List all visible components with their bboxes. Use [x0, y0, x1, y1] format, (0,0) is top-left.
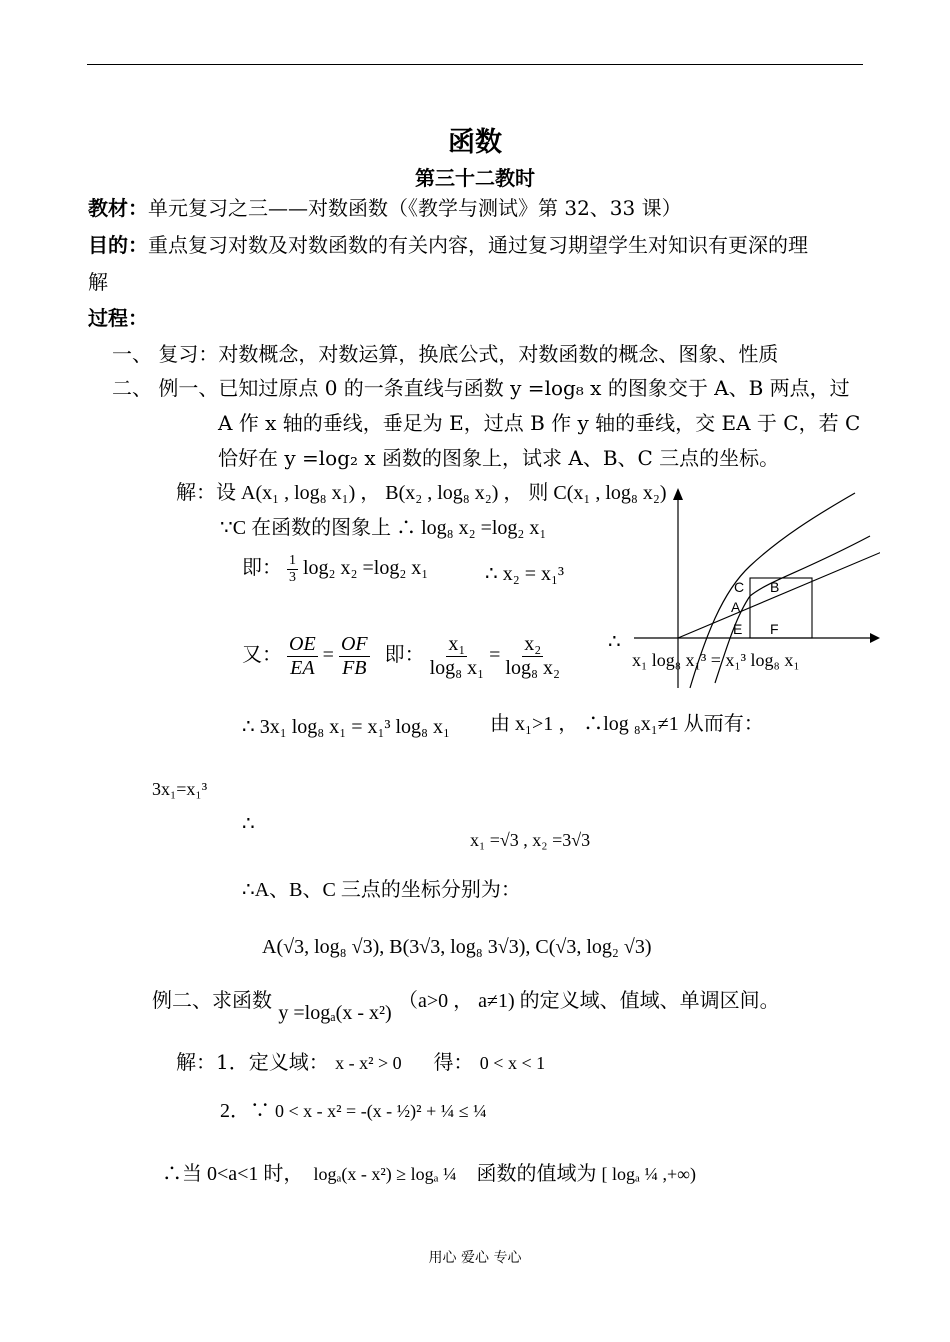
process-label-text: 过程：: [88, 306, 148, 330]
range-value: [ logₐ ¼ ,+∞): [601, 1164, 696, 1184]
example1-line1: 二、 例一、已知过原点 0 的一条直线与函数 y =log₈ x 的图象交于 A、B 两点，过: [112, 376, 850, 400]
fraction-numerator: OE: [289, 633, 316, 655]
goal-line: [88, 233, 808, 257]
solution1-step7: x₁ =√3 , x₂ =3√3: [470, 830, 591, 850]
process-label: [88, 306, 148, 330]
fraction-denominator: log₈ x₁: [429, 657, 485, 679]
range-label: 函数的值域为: [476, 1163, 597, 1185]
solution1-coordinates: A(√3, log₈ √3), B(3√3, log₈ 3√3), C(√3, log₂ √3): [262, 936, 652, 958]
fraction-numerator: x₁: [448, 633, 466, 655]
domain-inequality: x - x² > 0: [335, 1053, 402, 1073]
case-prefix: ∴当 0<a<1 时，: [162, 1163, 304, 1185]
fraction-numerator: OF: [340, 633, 368, 655]
review-line: 一、 复习：对数概念，对数运算，换底公式，对数函数的概念、图象、性质: [112, 342, 779, 366]
material-line: [88, 196, 682, 220]
step4-mid: 即：: [384, 644, 425, 667]
material-text: 单元复习之三——对数函数（《教学与测试》第 32、33 课）: [148, 196, 682, 220]
label-B: B: [770, 579, 780, 595]
solution1-condition: 由 x₁>1 ， ∴log ₈x₁≠1 从而有：: [490, 713, 764, 735]
example2-suffix: （a>0 ， a≠1) 的定义域、值域、单调区间。: [398, 990, 780, 1012]
step4-equation: x₁ log₈ x₁³ = x₁³ log₈ x₁: [632, 650, 800, 670]
example2-function: y =logₐ(x - x²): [278, 1002, 392, 1024]
goal-label: 目的：: [88, 233, 148, 257]
step3-prefix: 即：: [242, 557, 282, 580]
example2-solution3: [162, 1162, 696, 1186]
fraction-numerator: x₂: [524, 633, 542, 655]
step4-therefore: ∴: [608, 631, 621, 653]
solution1-step6: 3x₁=x₁³: [152, 779, 208, 799]
label-E: E: [733, 621, 743, 637]
label-C: C: [734, 579, 745, 595]
step2-prefix: 2．∵: [220, 1100, 270, 1122]
case-inequality: logₐ(x - x²) ≥ logₐ ¼: [313, 1164, 457, 1184]
goal-text: 重点复习对数及对数函数的有关内容，通过复习期望学生对知识有更深的理: [148, 233, 808, 257]
log-graph: [630, 488, 880, 693]
fraction-denominator: FB: [342, 657, 367, 679]
page-title: 函数: [448, 127, 502, 158]
step3-result: ∴ x₂ = x₁³: [485, 563, 564, 585]
solution1-step4: 又： $\frac{OE}{EA}$ = $\frac{OF}{FB}$ 即： $\frac{\text{x₁}}{\text{log₈ x₁}}$ = $\frac{\text{x₂}}{\text{log₈ x₂}}$: [242, 633, 560, 679]
example2-solution1: [176, 1050, 545, 1075]
solution1-step3: [242, 553, 428, 586]
example2-solution2: [220, 1099, 487, 1123]
example2-prefix: 例二、求函数: [152, 988, 272, 1012]
fraction-x2-log: [505, 633, 560, 680]
page-footer: 用心 爱心 专心: [428, 1250, 522, 1266]
material-label: 教材：: [88, 196, 148, 220]
y-axis-arrow: [673, 488, 683, 500]
domain-get: 得：: [433, 1050, 474, 1074]
fraction-one-third: [287, 553, 298, 586]
solution1-step8: ∴A、B、C 三点的坐标分别为：: [242, 879, 521, 901]
solution1-step5: ∴ 3x₁ log₈ x₁ = x₁³ log₈ x₁: [242, 716, 450, 738]
step4-prefix: 又：: [242, 644, 282, 667]
fraction-numerator: 1: [287, 553, 298, 570]
label-A: A: [731, 599, 741, 615]
header-rule: [87, 64, 863, 65]
example2-line: [152, 988, 780, 1024]
example1-line2: A 作 x 轴的垂线，垂足为 E，过点 B 作 y 轴的垂线，交 EA 于 C，若 C: [218, 411, 861, 435]
solution1-therefore: ∴: [242, 813, 255, 835]
range-bound: 0 < x - x² = -(x - ½)² + ¼ ≤ ¼: [275, 1101, 487, 1121]
fraction-denominator: 3: [289, 570, 296, 586]
fraction-denominator: EA: [290, 657, 315, 679]
fraction-OE-EA: [287, 633, 318, 680]
lesson-number: 第三十二教时: [415, 166, 535, 190]
fraction-x1-log: [430, 633, 485, 680]
solution1-set: 解：设 A(x₁ , log₈ x₁) ， B(x₂ , log₈ x₂) ， 则 C(x₁ , log₈ x₂): [176, 482, 667, 504]
solution1-on-graph: ∵C 在函数的图象上 ∴ log₈ x₂ =log₂ x₁: [220, 517, 547, 539]
fraction-denominator: log₈ x₂: [505, 657, 560, 679]
x-axis-arrow: [870, 633, 880, 643]
domain-label: 解：1．定义域：: [176, 1050, 329, 1074]
step3-equation: log₂ x₂ =log₂ x₁: [303, 557, 429, 580]
example1-line3: 恰好在 y =log₂ x 函数的图象上，试求 A、B、C 三点的坐标。: [218, 446, 780, 470]
goal-text-cont: 解: [88, 270, 108, 294]
rectangle-CBFE: [750, 578, 812, 638]
domain-result: 0 < x < 1: [479, 1053, 546, 1073]
label-F: F: [770, 621, 779, 637]
fraction-OF-FB: [339, 633, 370, 680]
